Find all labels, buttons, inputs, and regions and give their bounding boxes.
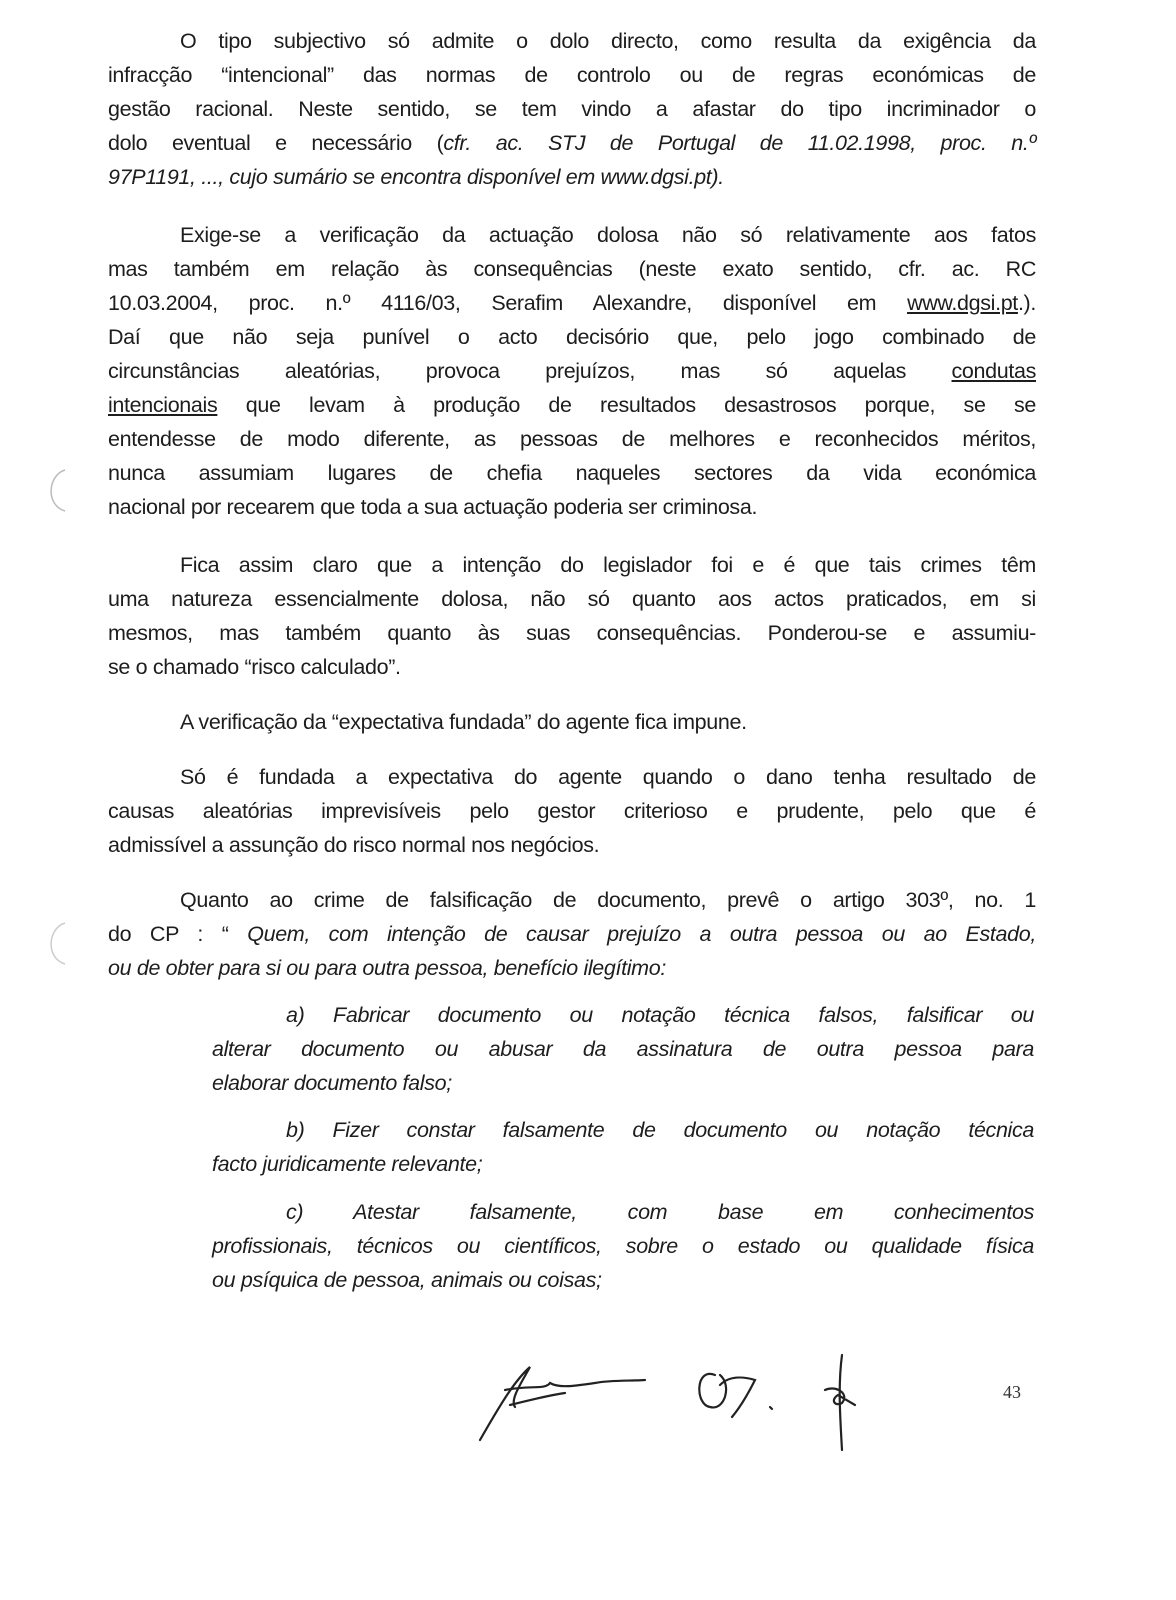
text-segment: uma natureza essencialmente dolosa, não só quanto aos actos praticados, em si <box>108 587 1036 611</box>
text-line <box>212 1113 1034 1147</box>
text-line <box>108 354 1036 388</box>
text-line <box>212 998 1034 1032</box>
text-line <box>212 1229 1034 1263</box>
text-segment: .). <box>1017 291 1036 315</box>
italic-text: profissionais, técnicos ou científicos, sobre o estado ou qualidade física <box>212 1234 1034 1258</box>
text-line <box>108 548 1036 582</box>
text-segment: A verificação da “expectativa fundada” do agente fica impune. <box>180 710 747 734</box>
punch-hole-mark <box>40 918 70 968</box>
text-line <box>108 650 1036 684</box>
list-item-c <box>212 1195 1034 1297</box>
text-line <box>108 951 1036 985</box>
text-line <box>108 582 1036 616</box>
text-line <box>212 1032 1034 1066</box>
text-line <box>108 252 1036 286</box>
paragraph-intencao-legislador <box>108 548 1036 684</box>
italic-text: alterar documento ou abusar da assinatura de outra pessoa para <box>212 1037 1034 1061</box>
text-line <box>108 92 1036 126</box>
text-line <box>212 1147 1034 1181</box>
text-segment: mas também em relação às consequências (neste exato sentido, cfr. ac. RC <box>108 257 1036 281</box>
text-segment: nunca assumiam lugares de chefia naqueles sectores da vida económica <box>108 461 1036 485</box>
text-line <box>108 616 1036 650</box>
text-line <box>108 218 1036 252</box>
italic-text: ou de obter para si ou para outra pessoa, benefício ilegítimo: <box>108 956 666 980</box>
text-segment: Quanto ao crime de falsificação de documento, prevê o artigo 303º, no. 1 <box>180 888 1036 912</box>
handwritten-signature <box>470 1345 890 1455</box>
text-segment: entendesse de modo diferente, as pessoas de melhores e reconhecidos méritos, <box>108 427 1036 451</box>
italic-text: 97P1191, ..., cujo sumário se encontra disponível em www.dgsi.pt). <box>108 165 724 189</box>
text-line <box>108 490 1036 524</box>
text-line <box>108 760 1036 794</box>
text-line <box>108 456 1036 490</box>
paragraph-fundada-expectativa <box>108 760 1036 862</box>
text-line <box>108 320 1036 354</box>
underlined-text: www.dgsi.pt <box>907 291 1018 315</box>
text-segment: admissível a assunção do risco normal nos negócios. <box>108 833 600 857</box>
text-segment: que levam à produção de resultados desastrosos porque, se se <box>217 393 1036 417</box>
text-line <box>108 58 1036 92</box>
text-segment: 10.03.2004, proc. n.º 4116/03, Serafim Alexandre, disponível em <box>108 291 908 315</box>
text-segment: do CP : “ <box>108 922 248 946</box>
text-segment: causas aleatórias imprevisíveis pelo gestor criterioso e prudente, pelo que é <box>108 799 1036 823</box>
paragraph-actuacao-dolosa <box>108 218 1036 524</box>
italic-text: a) Fabricar documento ou notação técnica falsos, falsificar ou <box>286 1003 1034 1027</box>
page-number: 43 <box>1003 1382 1021 1402</box>
text-line <box>108 286 1036 320</box>
underlined-text: condutas <box>951 359 1036 383</box>
italic-text: Quem, com intenção de causar prejuízo a outra pessoa ou ao Estado, <box>247 922 1037 946</box>
text-line <box>108 794 1036 828</box>
italic-text: b) Fizer constar falsamente de documento ou notação técnica <box>286 1118 1034 1142</box>
text-line <box>212 1195 1034 1229</box>
text-line <box>108 917 1036 951</box>
text-line <box>108 883 1036 917</box>
text-line <box>108 388 1036 422</box>
text-segment: infracção “intencional” das normas de controlo ou de regras económicas de <box>108 63 1036 87</box>
text-line <box>108 828 1036 862</box>
text-segment: dolo eventual e necessário ( <box>108 131 444 155</box>
text-line <box>108 126 1036 160</box>
italic-text: ou psíquica de pessoa, animais ou coisas; <box>212 1268 602 1292</box>
text-segment: Fica assim claro que a intenção do legislador foi e é que tais crimes têm <box>180 553 1036 577</box>
italic-text: cfr. ac. STJ de Portugal de 11.02.1998, proc. n.º <box>443 131 1036 155</box>
text-segment: O tipo subjectivo só admite o dolo directo, como resulta da exigência da <box>180 29 1036 53</box>
underlined-text: intencionais <box>108 393 218 417</box>
italic-text: c) Atestar falsamente, com base em conhecimentos <box>286 1200 1034 1224</box>
text-line <box>108 705 1036 739</box>
list-item-b <box>212 1113 1034 1181</box>
text-segment: gestão racional. Neste sentido, se tem vindo a afastar do tipo incriminador o <box>108 97 1036 121</box>
text-line <box>212 1066 1034 1100</box>
text-segment: circunstâncias aleatórias, provoca prejuízos, mas só aquelas <box>108 359 952 383</box>
text-segment: se o chamado “risco calculado”. <box>108 655 401 679</box>
punch-hole-mark <box>40 465 70 515</box>
paragraph-dolo-directo <box>108 24 1036 194</box>
paragraph-expectativa-fundada <box>108 705 1036 739</box>
text-line <box>108 422 1036 456</box>
italic-text: facto juridicamente relevante; <box>212 1152 483 1176</box>
text-segment: nacional por recearem que toda a sua actuação poderia ser criminosa. <box>108 495 758 519</box>
list-item-a <box>212 998 1034 1100</box>
paragraph-falsificacao <box>108 883 1036 985</box>
text-line <box>108 160 1036 194</box>
text-line <box>212 1263 1034 1297</box>
text-segment: Exige-se a verificação da actuação dolosa não só relativamente aos fatos <box>180 223 1036 247</box>
text-segment: Só é fundada a expectativa do agente quando o dano tenha resultado de <box>180 765 1036 789</box>
italic-text: elaborar documento falso; <box>212 1071 452 1095</box>
text-line <box>108 24 1036 58</box>
text-segment: mesmos, mas também quanto às suas consequências. Ponderou-se e assumiu- <box>108 621 1036 645</box>
text-segment: Daí que não seja punível o acto decisório que, pelo jogo combinado de <box>108 325 1036 349</box>
